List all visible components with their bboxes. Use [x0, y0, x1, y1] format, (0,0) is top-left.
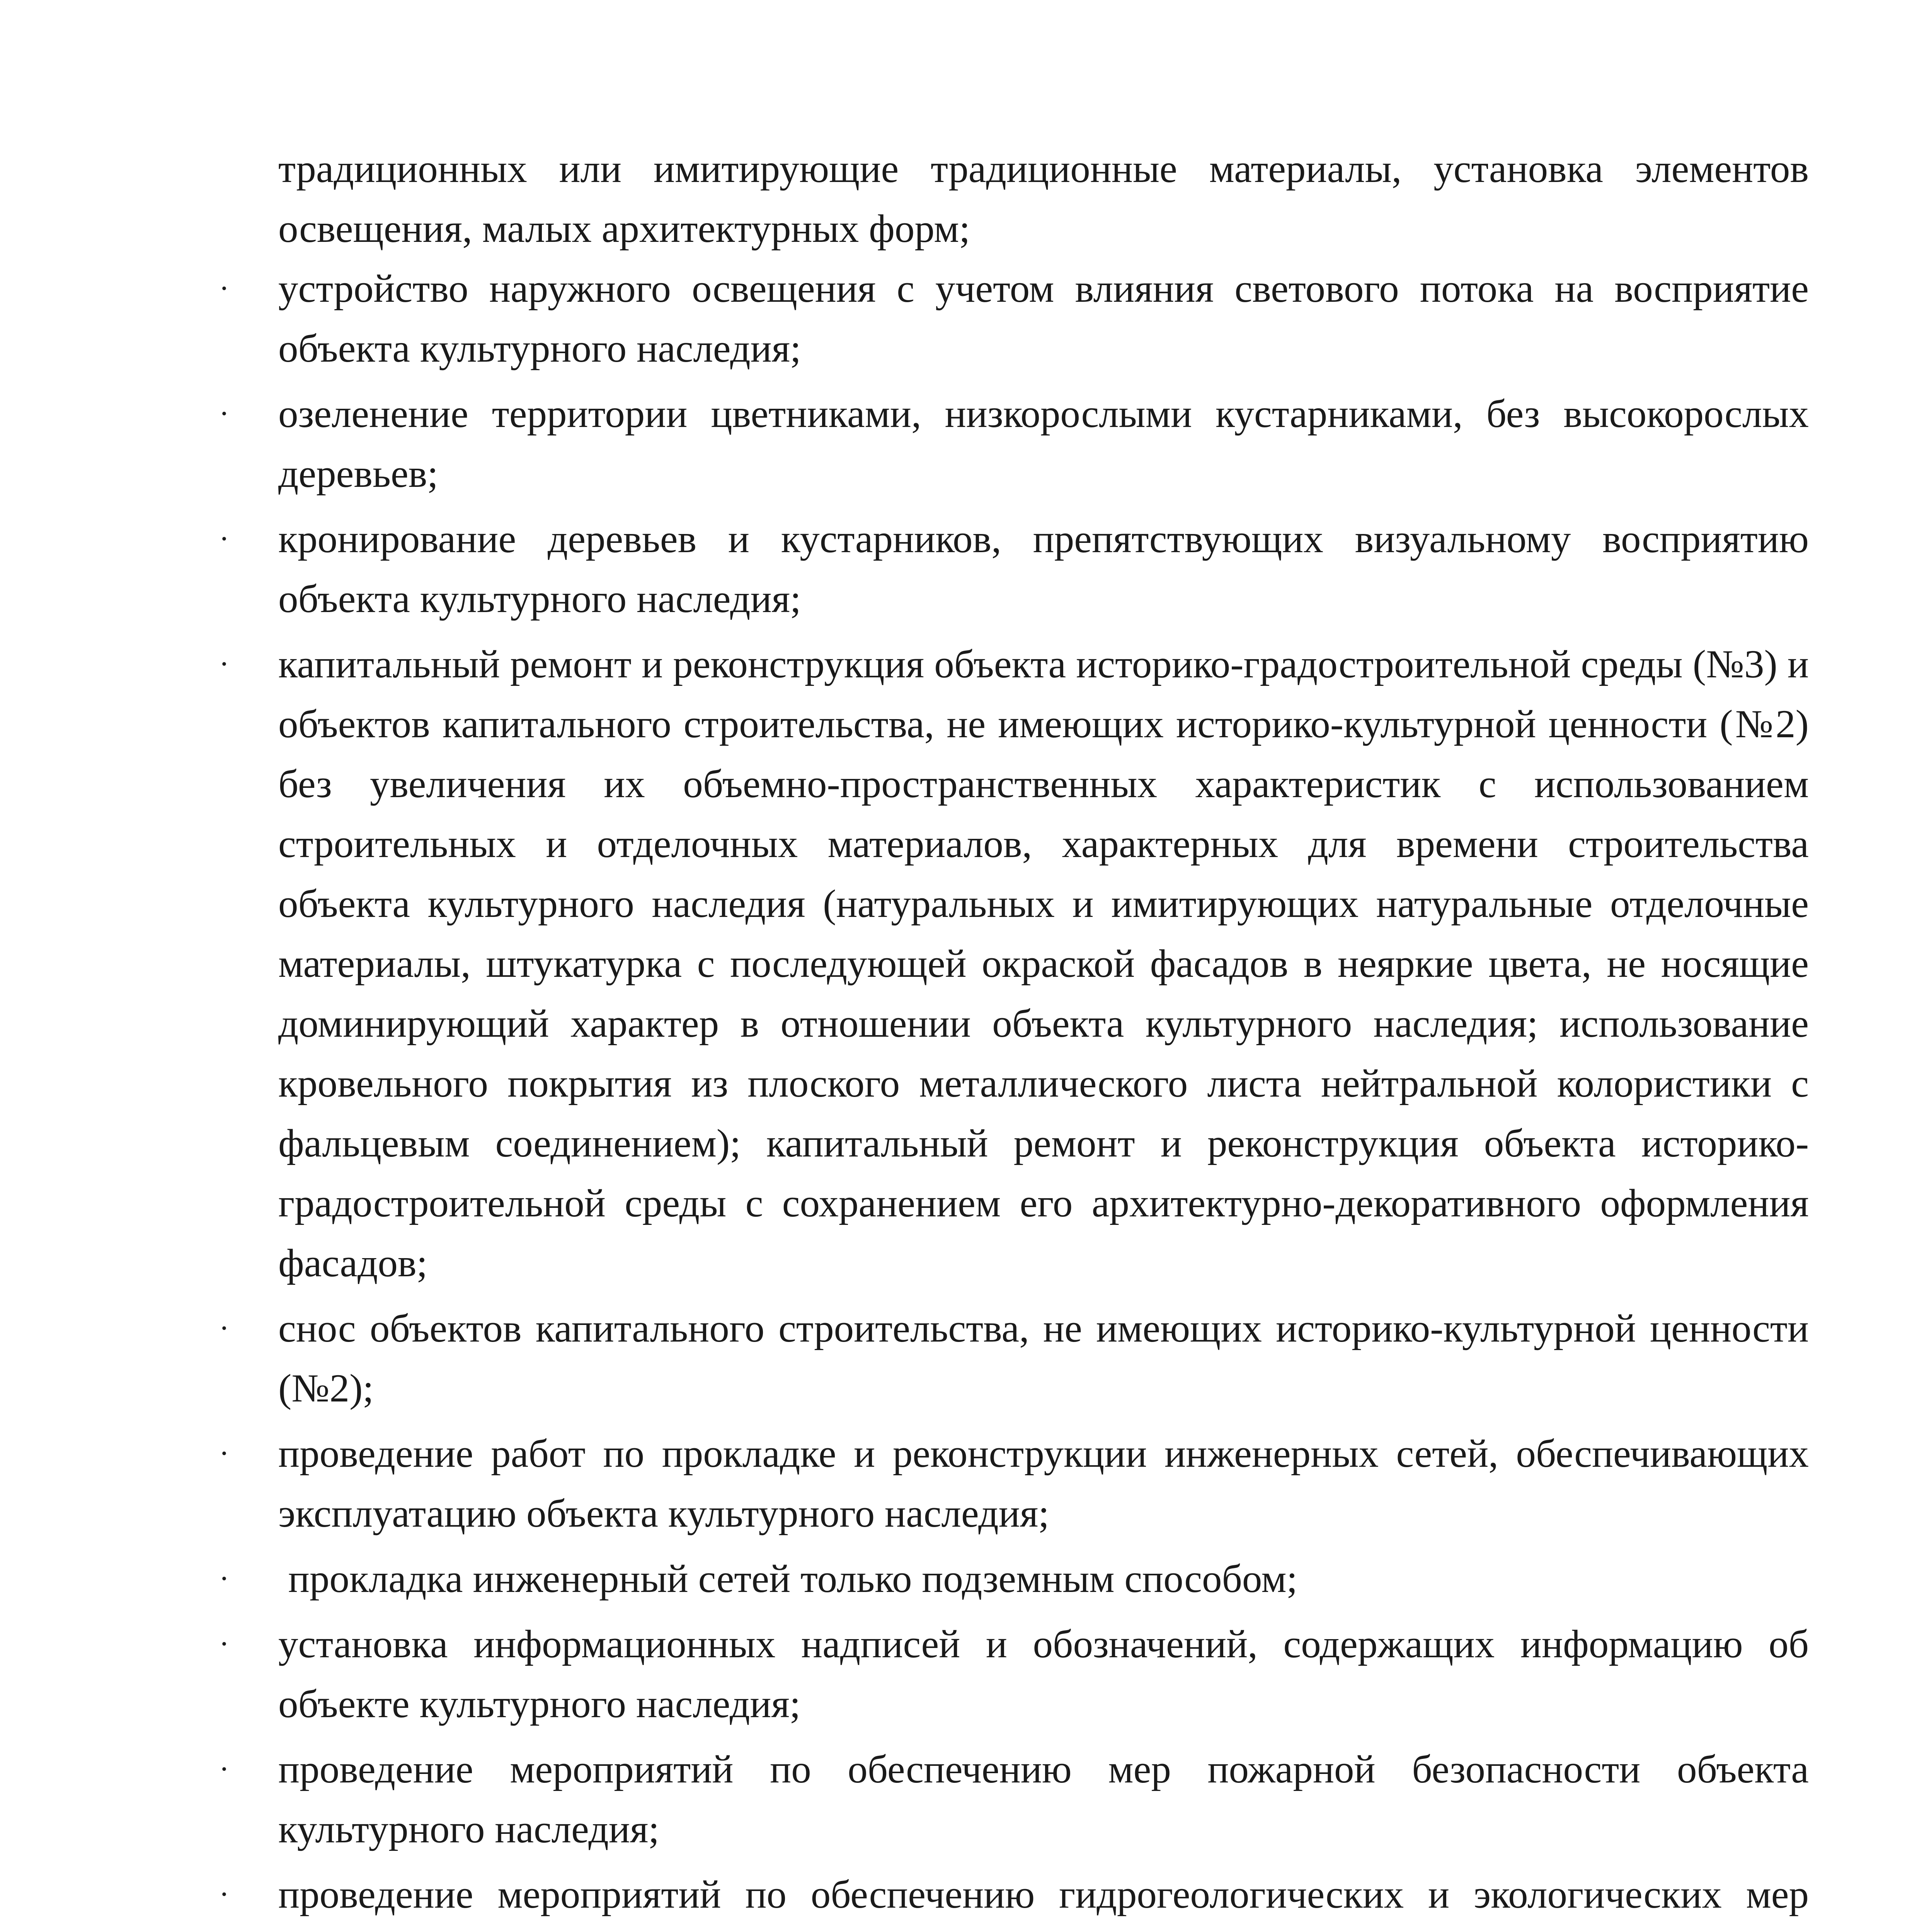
- document-body: [219, 139, 1809, 1932]
- list-item: [219, 1740, 1809, 1859]
- intro-paragraph: традиционных или имитирующие традиционные материалы, установка элементов освещения, малых архитектурных форм;: [278, 147, 1809, 251]
- list-item-text: устройство наружного освещения с учетом влияния светового потока на восприятие объекта культурного наследия;: [278, 267, 1809, 371]
- permitted-list: [219, 259, 1809, 1932]
- list-item: [219, 259, 1809, 379]
- list-item: [219, 384, 1809, 504]
- list-item-text: озеленение территории цветниками, низкорослыми кустарниками, без высокорослых деревьев;: [278, 392, 1809, 496]
- list-item: [219, 509, 1809, 629]
- list-item-text: снос объектов капитального строительства, не имеющих историко-культурной ценности (№2);: [278, 1306, 1809, 1410]
- list-item-text: проведение мероприятий по обеспечению гидрогеологических и экологических мер: [278, 1872, 1809, 1917]
- list-item-text: кронирование деревьев и кустарников, препятствующих визуальному восприятию объекта культурного наследия;: [278, 517, 1809, 621]
- bullet-icon: ·: [219, 272, 230, 306]
- list-item-text: установка информационных надписей и обозначений, содержащих информацию об объекте культурного наследия;: [278, 1622, 1809, 1726]
- bullet-icon: ·: [219, 1627, 230, 1661]
- list-item: [219, 1865, 1809, 1932]
- list-item: [219, 634, 1809, 1293]
- list-item-text: проведение работ по прокладке и реконструкции инженерных сетей, обеспечивающих эксплуатацию объекта культурного наследия;: [278, 1432, 1809, 1536]
- bullet-icon: ·: [219, 1878, 230, 1912]
- bullet-icon: ·: [219, 647, 230, 681]
- list-item: [219, 1299, 1809, 1418]
- bullet-icon: ·: [219, 1752, 230, 1786]
- list-item: [219, 1549, 1809, 1609]
- bullet-icon: ·: [219, 522, 230, 556]
- list-item-text: проведение мероприятий по обеспечению мер пожарной безопасности объекта культурного наследия;: [278, 1747, 1809, 1851]
- bullet-icon: ·: [219, 397, 230, 431]
- list-item: [219, 1614, 1809, 1734]
- list-item: [219, 1424, 1809, 1544]
- bullet-icon: ·: [219, 1562, 230, 1596]
- list-item-text: капитальный ремонт и реконструкция объекта историко-градостроительной среды (№3) и объектов капитального строительства, не имеющих историко-культурной ценности (№2) без увеличения их объемно-пространственных характеристик с использованием строительных и отделочных материалов, характерных для времени строительства объекта культурного наследия (натуральных и имитирующих натуральные отделочные материалы, штукатурка с последующей окраской фасадов в неяркие цвета, не носящие доминирующий характер в отношении объекта культурного наследия; использование кровельного покрытия из плоского металлического листа нейтральной колористики с фальцевым соединением); капитальный ремонт и реконструкция объекта историко-градостроительной среды с сохранением его архитектурно-декоративного оформления фасадов;: [278, 642, 1809, 1285]
- list-item-text: прокладка инженерный сетей только подземным способом;: [278, 1557, 1298, 1601]
- bullet-icon: ·: [219, 1311, 230, 1345]
- bullet-icon: ·: [219, 1437, 230, 1471]
